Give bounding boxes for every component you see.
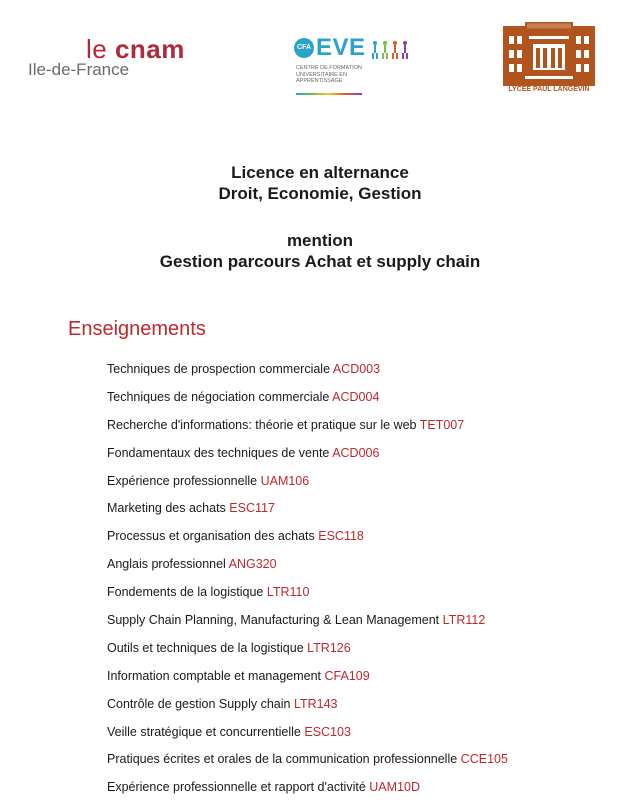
cfa-eve-color-bar <box>296 93 362 95</box>
section-heading-enseignements: Enseignements <box>68 318 206 340</box>
course-name: Contrôle de gestion Supply chain <box>107 696 291 711</box>
course-code: LTR112 <box>442 613 486 628</box>
eve-wordmark: EVE <box>316 34 366 61</box>
course-code: ACD003 <box>332 362 381 376</box>
course-name: Techniques de prospection commerciale <box>107 362 331 376</box>
course-code: ESC103 <box>304 724 351 739</box>
course-code: ESC118 <box>318 529 364 544</box>
degree-title <box>0 162 640 204</box>
cfa-eve-logo <box>292 34 412 96</box>
course-code: UAM10D <box>369 780 420 795</box>
degree-mention <box>0 230 640 272</box>
course-name: Anglais professionnel <box>107 557 226 572</box>
course-item <box>107 750 508 778</box>
course-name: Techniques de négociation commerciale <box>107 389 330 404</box>
course-code: ANG320 <box>228 557 277 572</box>
course-name: Outils et techniques de la logistique <box>107 640 304 655</box>
course-name: Pratiques écrites et orales de la communication professionnelle <box>107 752 458 767</box>
course-item <box>107 499 508 527</box>
course-item <box>107 416 508 444</box>
course-item <box>107 472 508 500</box>
course-code: LTR126 <box>307 640 351 655</box>
course-name: Marketing des achats <box>107 501 226 516</box>
cnam-logo-cnam: cnam <box>114 34 185 64</box>
course-item <box>107 611 508 639</box>
course-name: Supply Chain Planning, Manufacturing & Lean Management <box>107 613 440 628</box>
cnam-logo <box>28 36 208 86</box>
course-code: UAM106 <box>260 473 310 488</box>
course-code: TET007 <box>419 417 465 432</box>
course-code: CFA109 <box>324 668 370 683</box>
course-code: CCE105 <box>460 752 508 767</box>
course-item <box>107 583 508 611</box>
lycee-name: LYCÉE PAUL LANGEVIN <box>508 86 590 93</box>
degree-mention-line-1: mention <box>286 231 354 250</box>
course-item <box>107 695 508 723</box>
cnam-logo-region: Ile-de-France <box>28 60 130 79</box>
course-item <box>107 667 508 695</box>
cfa-badge: CFA <box>294 38 314 58</box>
course-item <box>107 388 508 416</box>
course-name: Expérience professionnelle et rapport d'activité <box>107 780 366 795</box>
course-item <box>107 360 508 388</box>
course-code: ACD006 <box>332 445 380 460</box>
degree-mention-line-2: Gestion parcours Achat et supply chain <box>159 252 481 271</box>
course-name: Fondamentaux des techniques de vente <box>107 445 330 460</box>
course-code: LTR110 <box>266 585 310 600</box>
course-name: Recherche d'informations: théorie et pratique sur le web <box>107 417 417 432</box>
course-item <box>107 555 508 583</box>
course-item <box>107 723 508 751</box>
course-item <box>107 639 508 667</box>
course-name: Fondements de la logistique <box>107 585 264 600</box>
course-name: Veille stratégique et concurrentielle <box>107 724 301 739</box>
course-item <box>107 444 508 472</box>
course-item <box>107 527 508 555</box>
course-code: ACD004 <box>332 389 380 404</box>
course-code: LTR143 <box>293 696 338 711</box>
degree-title-line-1: Licence en alternance <box>231 163 409 182</box>
course-list <box>107 360 508 806</box>
lycee-paul-langevin-logo <box>503 22 595 96</box>
cnam-logo-le: le <box>86 34 115 64</box>
course-name: Information comptable et management <box>107 668 322 683</box>
cfa-eve-subtitle: CENTRE DE FORMATION UNIVERSITAIRE EN APPRENTISSAGE <box>296 65 362 84</box>
course-name: Expérience professionnelle <box>107 473 258 488</box>
course-name: Processus et organisation des achats <box>107 529 315 544</box>
course-item <box>107 778 508 806</box>
course-code: ESC117 <box>229 501 275 516</box>
degree-title-line-2: Droit, Economie, Gestion <box>218 184 422 203</box>
school-building-icon <box>503 22 595 86</box>
running-figures-icon <box>370 40 410 60</box>
